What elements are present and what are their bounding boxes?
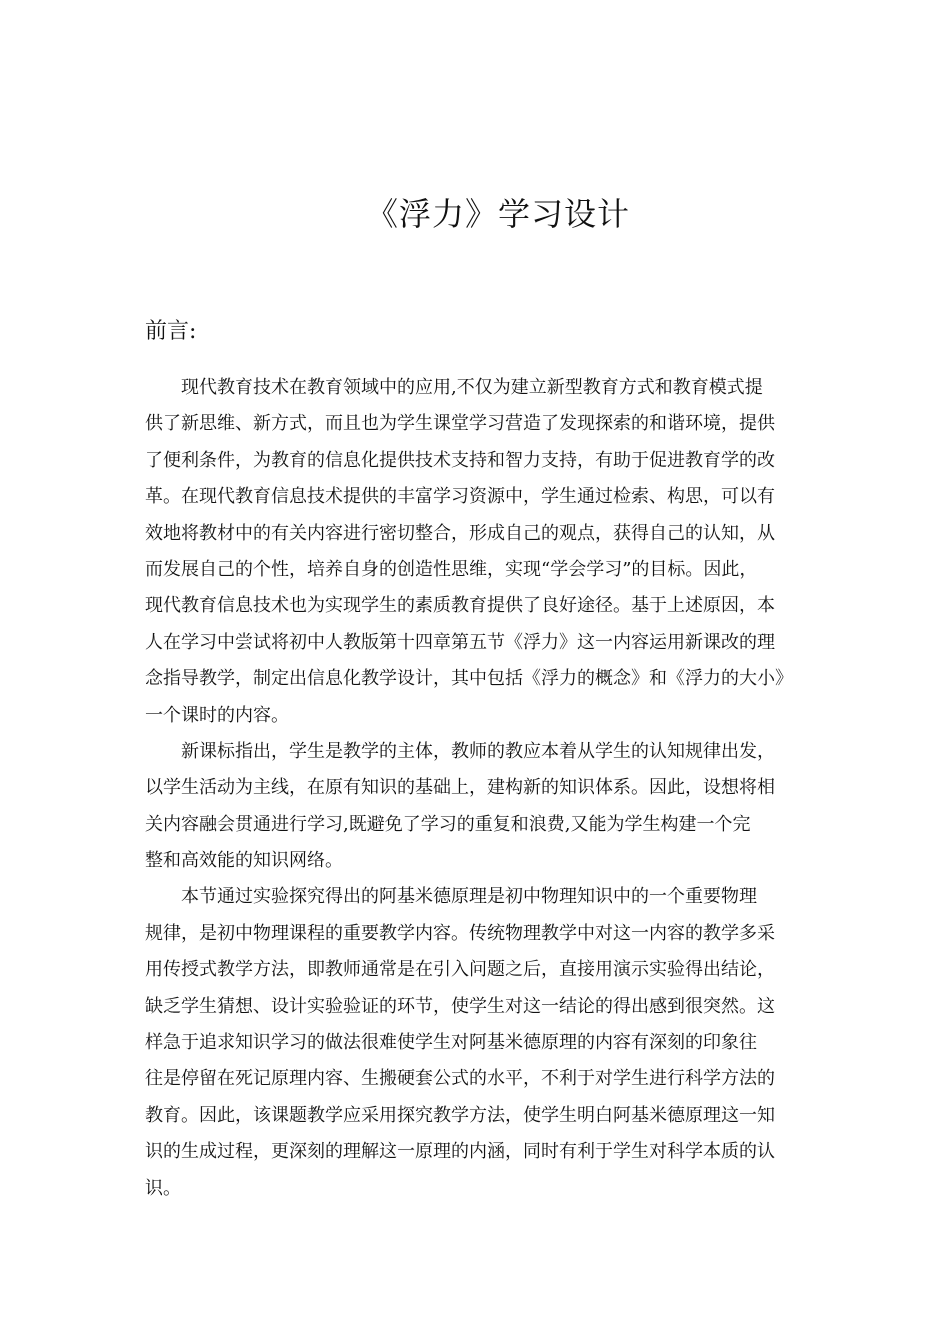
text-line: 新课标指出，学生是教学的主体，教师的教应本着从学生的认知规律出发， bbox=[181, 740, 775, 762]
text-line: 革。在现代教育信息技术提供的丰富学习资源中，学生通过检索、构思，可以有 bbox=[145, 486, 775, 508]
document-body bbox=[145, 370, 813, 1207]
text-line: 效地将教材中的有关内容进行密切整合，形成自己的观点，获得自己的认知，从 bbox=[145, 522, 775, 544]
text-line: 以学生活动为主线，在原有知识的基础上，建构新的知识体系。因此，设想将相 bbox=[145, 777, 775, 799]
text-line: 样急于追求知识学习的做法很难使学生对阿基米德原理的内容有深刻的印象往 bbox=[145, 1032, 757, 1054]
text-line: 供了新思维、新方式，而且也为学生课堂学习营造了发现探索的和谐环境，提供 bbox=[145, 413, 775, 435]
text-line: 往是停留在死记原理内容、生搬硬套公式的水平，不利于对学生进行科学方法的 bbox=[145, 1068, 775, 1090]
text-line: 规律，是初中物理课程的重要教学内容。传统物理教学中对这一内容的教学多采 bbox=[145, 922, 775, 944]
text-line: 现代教育技术在教育领域中的应用,不仅为建立新型教育方式和教育模式提 bbox=[181, 377, 763, 398]
section-heading: 前言: bbox=[145, 319, 197, 344]
text-line: 教育。因此，该课题教学应采用探究教学方法，使学生明白阿基米德原理这一知 bbox=[145, 1104, 775, 1126]
text-line: 人在学习中尝试将初中人教版第十四章第五节《浮力》这一内容运用新课改的理 bbox=[145, 631, 775, 653]
text-line: 现代教育信息技术也为实现学生的素质教育提供了良好途径。基于上述原因，本 bbox=[145, 595, 775, 617]
text-line: 识的生成过程，更深刻的理解这一原理的内涵，同时有利于学生对科学本质的认 bbox=[145, 1141, 775, 1163]
text-line: 一个课时的内容。 bbox=[145, 704, 289, 726]
text-line: 而发展自己的个性，培养自身的创造性思维，实现“学会学习”的目标。因此， bbox=[145, 558, 758, 580]
text-line: 整和高效能的知识网络。 bbox=[145, 850, 343, 872]
text-line: 用传授式教学方法，即教师通常是在引入问题之后，直接用演示实验得出结论， bbox=[145, 959, 775, 981]
text-line: 缺乏学生猜想、设计实验验证的环节，使学生对这一结论的得出感到很突然。这 bbox=[145, 995, 775, 1017]
document-title: 《浮力》学习设计 bbox=[365, 195, 630, 233]
text-line: 本节通过实验探究得出的阿基米德原理是初中物理知识中的一个重要物理 bbox=[181, 886, 757, 908]
paragraph bbox=[145, 734, 813, 880]
text-line: 念指导教学，制定出信息化教学设计，其中包括《浮力的概念》和《浮力的大小》 bbox=[145, 668, 793, 690]
text-line: 了便利条件，为教育的信息化提供技术支持和智力支持，有助于促进教育学的改 bbox=[145, 449, 775, 471]
text-line: 关内容融会贯通进行学习,既避免了学习的重复和浪费,又能为学生构建一个完 bbox=[145, 813, 751, 835]
text-line: 识。 bbox=[145, 1177, 181, 1199]
paragraph bbox=[145, 879, 813, 1207]
paragraph bbox=[145, 370, 813, 734]
